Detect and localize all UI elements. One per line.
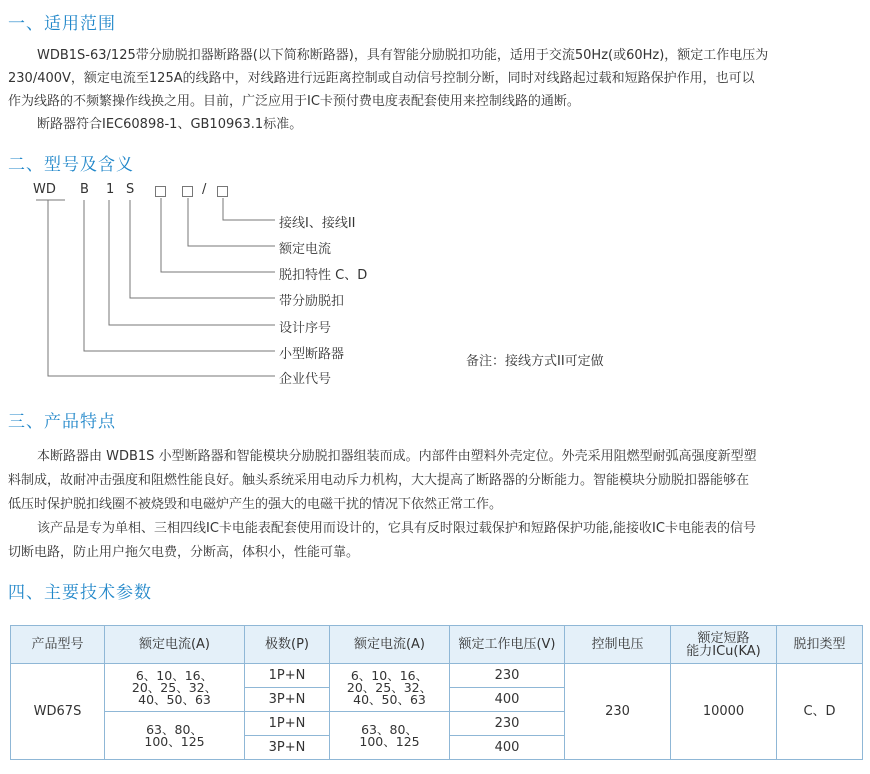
line-wiring: [223, 198, 275, 220]
section-4-title: 四、主要技术参数: [8, 583, 152, 603]
section-1-line-1: WDB1S-63/125带分励脱扣器断路器(以下简称断路器)，具有智能分励脱扣功能，适用于交流50Hz(或60Hz)，额定工作电压为: [37, 48, 769, 63]
header-poles: 极数(P): [245, 626, 330, 664]
def-company-code: 企业代号: [279, 372, 332, 387]
cell-icu: 10000: [671, 664, 777, 760]
cell-voltage: 230: [450, 664, 565, 688]
code-b: B: [80, 182, 89, 197]
current2-a-line-3: 40、50、63: [353, 691, 426, 707]
header-control-voltage: 控制电压: [565, 626, 671, 664]
section-1-line-3: 作为线路的不频繁操作线换之用。目前，广泛应用于IC卡预付费电度表配套使用来控制线路的通断。: [8, 94, 580, 109]
cell-voltage: 400: [450, 736, 565, 760]
header-icu-line-2: 能力ICu(KA): [686, 643, 761, 659]
header-model: 产品型号: [11, 626, 105, 664]
table-row: [11, 664, 863, 688]
current-b-line-1: 63、80、: [146, 721, 203, 737]
cell-current-group-a: [105, 664, 245, 712]
section-1-line-2: 230/400V，额定电流至125A的线路中，对线路进行远距离控制或自动信号控制分断，同时对线路起过载和短路保护作用，也可以: [8, 71, 755, 86]
cell-model: WD67S: [11, 664, 105, 760]
current-a-line-3: 40、50、63: [138, 691, 211, 707]
def-rated-current: 额定电流: [279, 242, 332, 257]
section-3-line-1: 本断路器由 WDB1S 小型断路器和智能模块分励脱扣器组装而成。内部件由塑料外壳定位。外壳采用阻燃型耐弧高强度新型塑: [37, 449, 757, 464]
code-s: S: [126, 182, 135, 197]
current-a-line-1: 6、10、16、: [135, 667, 214, 683]
current2-b-line-2: 100、125: [359, 733, 420, 749]
def-design-no: 设计序号: [279, 321, 332, 336]
table-header-row: [11, 626, 863, 664]
section-3-title: 三、产品特点: [8, 412, 116, 432]
header-current: 额定电流(A): [105, 626, 245, 664]
header-trip: 脱扣类型: [777, 626, 863, 664]
cell-poles: 3P+N: [245, 736, 330, 760]
current2-a-line-2: 20、25、32、: [346, 679, 433, 695]
def-small-breaker: 小型断路器: [279, 347, 345, 362]
section-3-line-3: 低压时保护脱扣线圈不被烧毁和电磁炉产生的强大的电磁干扰的情况下依然正常工作。: [8, 497, 503, 512]
cell-current2-group-a: [330, 664, 450, 712]
current2-a-line-1: 6、10、16、: [350, 667, 429, 683]
cell-poles: 3P+N: [245, 688, 330, 712]
header-current-2: 额定电流(A): [330, 626, 450, 664]
cell-poles: 1P+N: [245, 664, 330, 688]
section-3-line-4: 该产品是专为单相、三相四线IC卡电能表配套使用而设计的，它具有反时限过载保护和短路保护功能,能接收IC卡电能表的信号: [37, 521, 756, 536]
code-connector-lines: [0, 0, 303, 390]
cell-control-voltage: 230: [565, 664, 671, 760]
code-slash: /: [202, 182, 207, 197]
line-shunt-trip: [130, 200, 275, 298]
cell-poles: 1P+N: [245, 712, 330, 736]
code-wd: WD: [33, 182, 56, 197]
header-icu-line-1: 额定短路: [697, 630, 750, 646]
section-2-title: 二、型号及含义: [8, 155, 134, 175]
section-3-line-2: 料制成，故耐冲击强度和阻燃性能良好。触头系统采用电动斥力机构，大大提高了断路器的分断能力。智能模块分励脱扣器能够在: [8, 473, 750, 488]
section-1-line-4: 断路器符合IEC60898-1、GB10963.1标准。: [37, 117, 303, 132]
tech-params-table: [10, 625, 863, 760]
section-1-title: 一、适用范围: [8, 14, 116, 34]
def-trip-curve: 脱扣特性 C、D: [279, 268, 368, 283]
cell-voltage: 400: [450, 688, 565, 712]
cell-trip: C、D: [777, 664, 863, 760]
current-a-line-2: 20、25、32、: [131, 679, 218, 695]
cell-voltage: 230: [450, 712, 565, 736]
current-b-line-2: 100、125: [144, 733, 205, 749]
def-wiring: 接线I、接线II: [279, 216, 356, 231]
line-trip-curve: [161, 198, 275, 272]
model-note: 备注：接线方式II可定做: [466, 354, 604, 369]
header-voltage: 额定工作电压(V): [450, 626, 565, 664]
cell-current-group-b: [105, 712, 245, 760]
line-rated-current: [188, 198, 275, 246]
section-3-line-5: 切断电路，防止用户拖欠电费，分断高，体积小，性能可靠。: [8, 545, 360, 560]
code-1: 1: [106, 182, 115, 197]
header-icu: [671, 626, 777, 664]
line-small-breaker: [84, 200, 275, 351]
def-shunt-trip: 带分励脱扣: [279, 294, 345, 309]
cell-current2-group-b: [330, 712, 450, 760]
line-design-no: [109, 200, 275, 325]
current2-b-line-1: 63、80、: [361, 721, 418, 737]
